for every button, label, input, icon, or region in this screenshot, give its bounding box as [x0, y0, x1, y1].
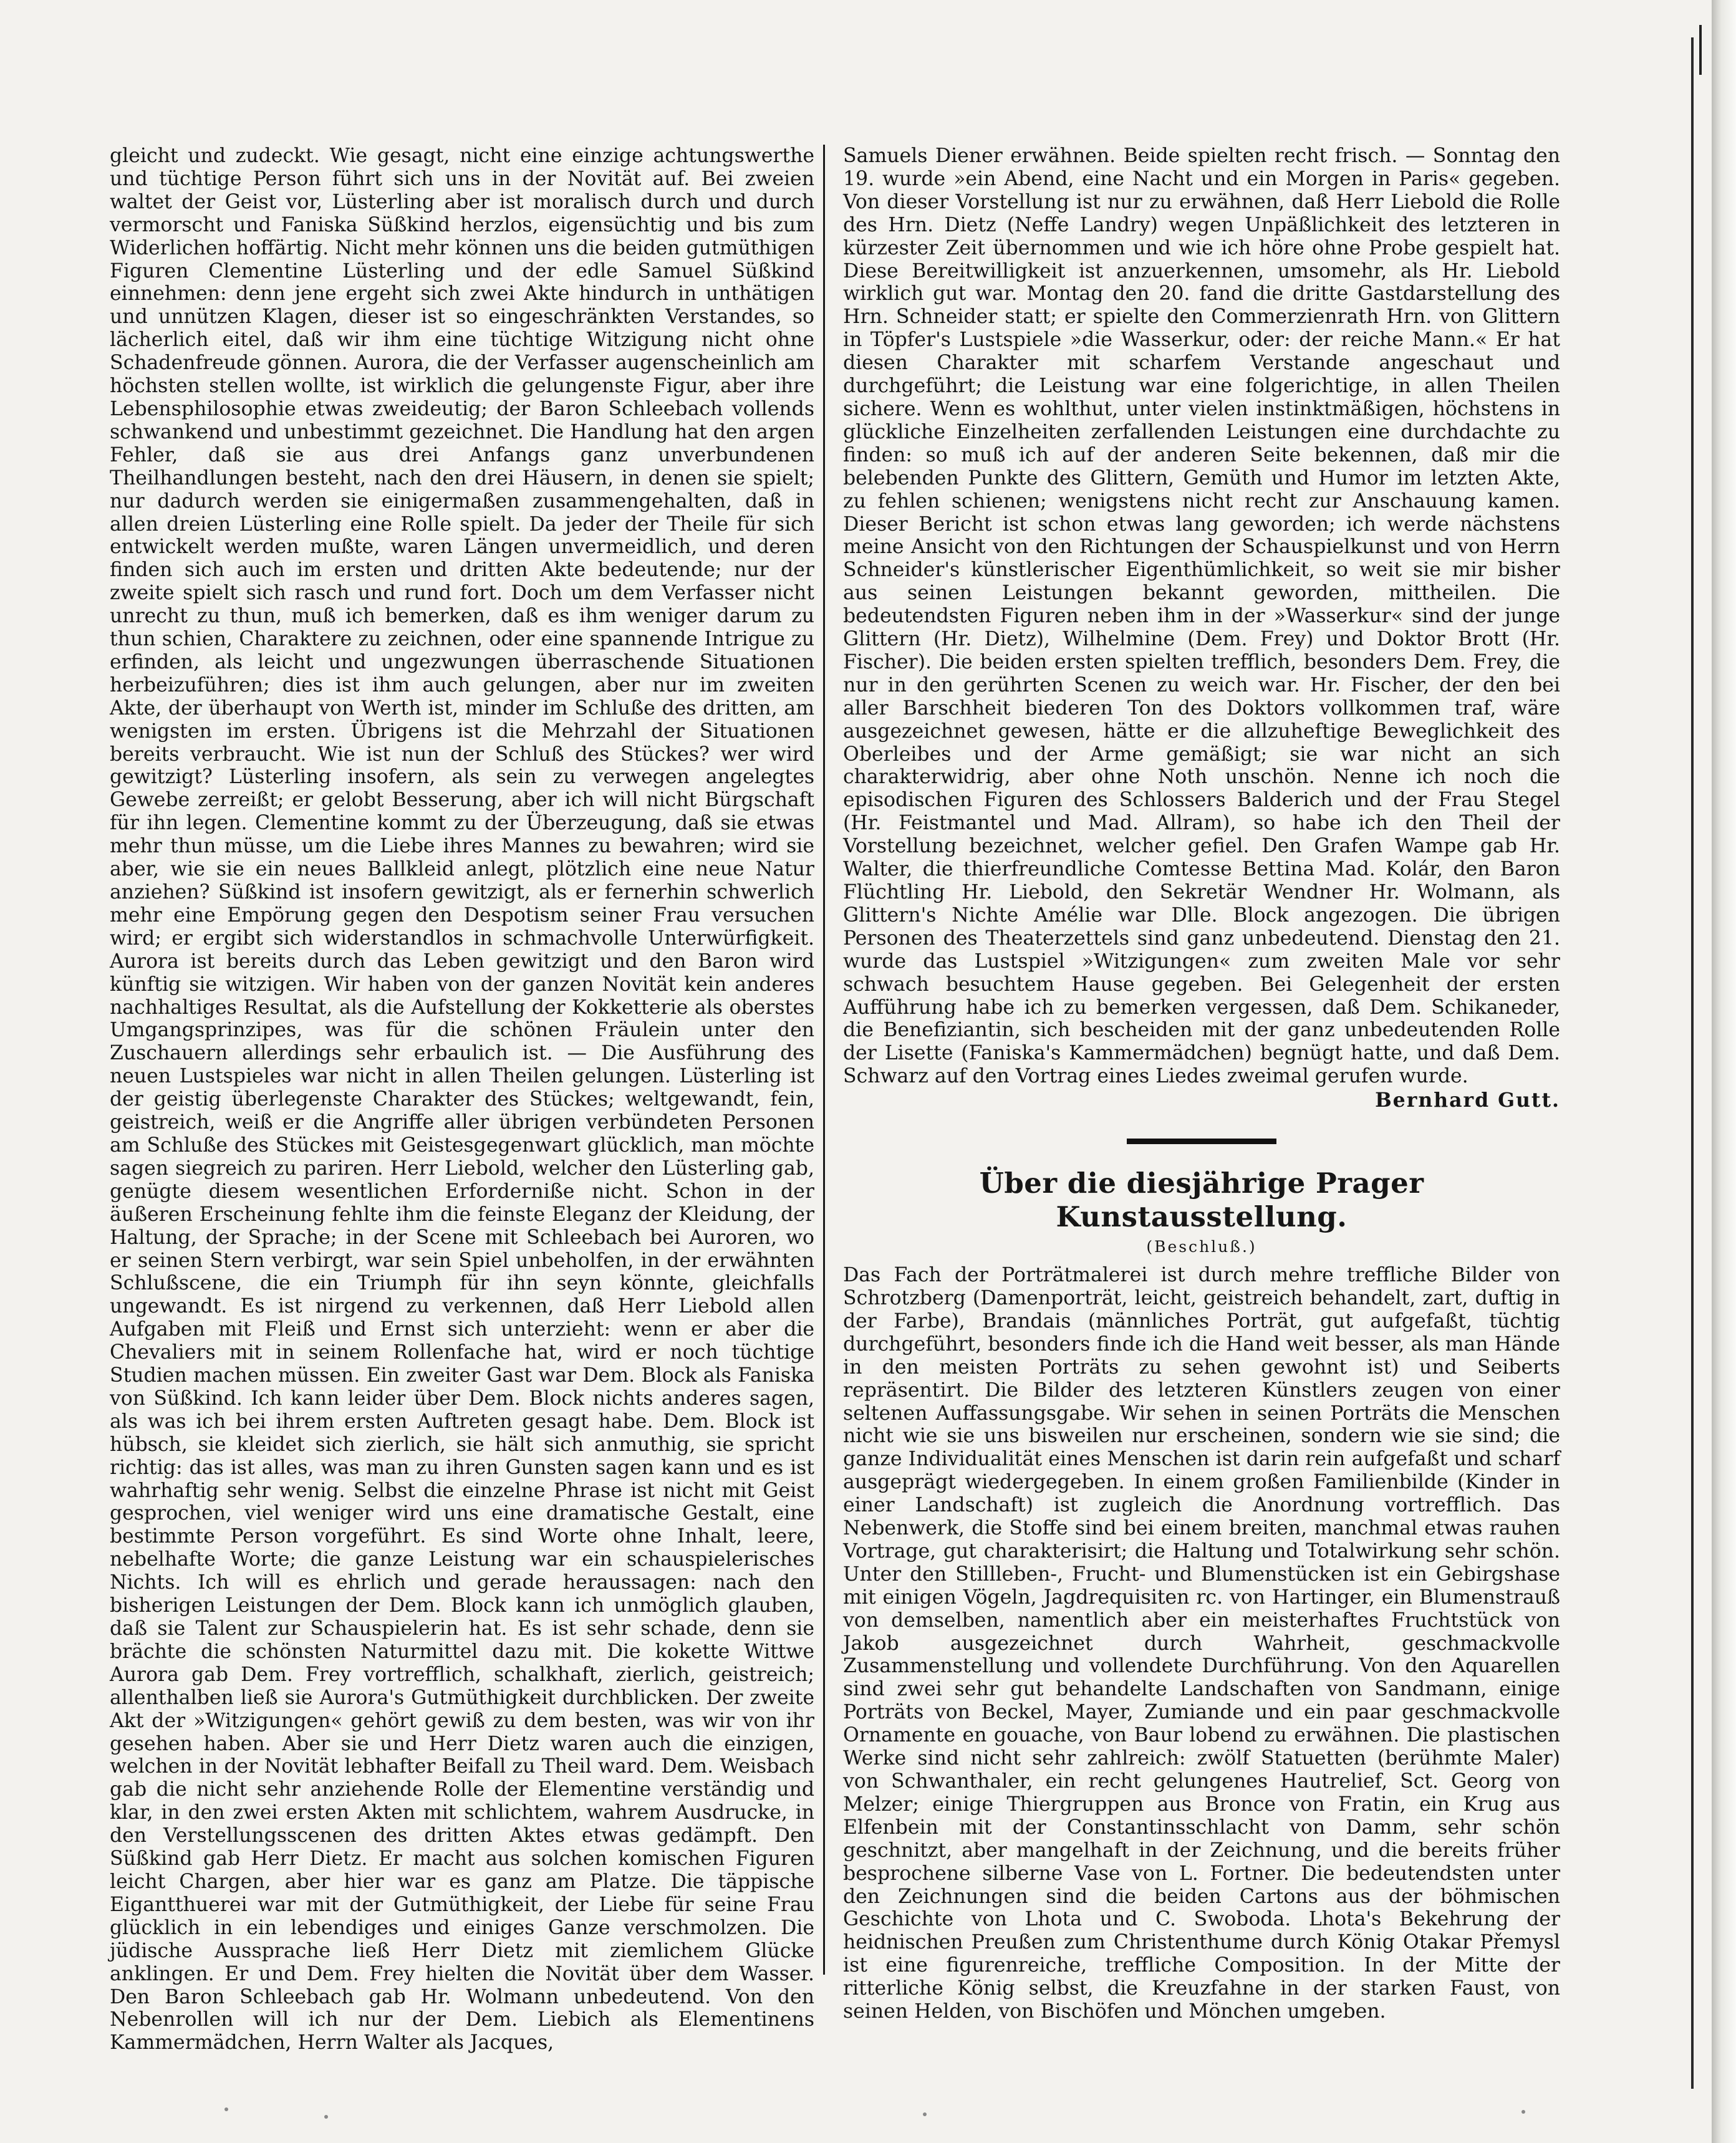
scan-margin [1712, 0, 1736, 2143]
page-edge-line [1691, 37, 1694, 2089]
print-speck [923, 2112, 927, 2116]
print-speck [324, 2115, 328, 2119]
print-speck [224, 2107, 228, 2111]
page-corner-mark [1699, 25, 1710, 75]
art-exhibition-text: Das Fach der Porträtmalerei ist durch mehre treffliche Bilder von Schrotzberg (Damenporträt, leicht, geistreich behandelt, zart, duftig in der Farbe), Brandais (männliches Porträt, gut aufgefaßt, tüchtig durchgeführt, besonders finde ich die Hand weit besser, als man Hände in den meisten Porträts zu sehen gewohnt ist) und Seiberts repräsentirt. Die Bilder des letzteren Künstlers zeugen von einer seltenen Auffassungsgabe. Wir sehen in seinen Porträts die Menschen nicht wie sie uns bisweilen nur erscheinen, sondern wie sie sind; die ganze Individualität eines Menschen ist darin rein aufgefaßt und scharf ausgeprägt wiedergegeben. In einem großen Familienbilde (Kinder in einer Landschaft) ist zugleich die Anordnung vortrefflich. Das Nebenwerk, die Stoffe sind bei einem breiten, manchmal etwas rauhen Vortrage, gut charakterisirt; die Haltung und Totalwirkung sehr schön. Unter den Stillleben-, Frucht- und Blumenstücken ist ein Gebirgshase mit einigen Vögeln, Jagdrequisiten rc. von Hartinger, ein Blumenstrauß von demselben, namentlich aber ein meisterhaftes Fruchtstück von Jakob ausgezeichnet durch Wahrheit, geschmackvolle Zusammenstellung und vollendete Durchführung. Von den Aquarellen sind zwei sehr gut behandelte Landschaften von Sandmann, einige Porträts von Beckel, Mayer, Zumiande und ein paar geschmackvolle Ornamente en gouache, von Baur lobend zu erwähnen. Die plastischen Werke sind nicht sehr zahlreich: zwölf Statuetten (berühmte Maler) von Schwanthaler, ein recht gelungenes Hautrelief, Sct. Georg von Melzer; einige Thiergruppen aus Bronce von Fratin, ein Krug aus Elfenbein mit der Constantinsschlacht von Damm, sehr schön geschnitzt, aber mangelhaft in der Zeichnung, und die bereits früher besprochene silberne Vase von L. Fortner. Die bedeutendsten unter den Zeichnungen sind die beiden Cartons aus der böhmischen Geschichte von Lhota und C. Swoboda. Lhota's Bekehrung der heidnischen Preußen zum Christenthume durch König Otakar Přemysl ist eine figurenreiche, treffliche Composition. In der Mitte der ritterliche König selbst, die Kreuzfahne in der starken Faust, von seinen Helden, von Bischöfen und Mönchen umgeben. [843, 1264, 1560, 2023]
article-title: Über die diesjährige Prager Kunstausstellung. [979, 1167, 1424, 1234]
print-speck [1521, 2110, 1525, 2114]
right-column [843, 145, 1560, 2023]
theater-review-continuation: Samuels Diener erwähnen. Beide spielten recht frisch. — Sonntag den 19. wurde »ein Abend, eine Nacht und ein Morgen in Paris« gegeben. Von dieser Vorstellung ist nur zu erwähnen, daß Herr Liebold die Rolle des Hrn. Dietz (Neffe Landry) wegen Unpäßlichkeit des letzteren in kürzester Zeit übernommen und wie ich höre ohne Probe gespielt hat. Diese Bereitwilligkeit ist anzuerkennen, umsomehr, als Hr. Liebold wirklich gut war. Montag den 20. fand die dritte Gastdarstellung des Hrn. Schneider statt; er spielte den Commerzienrath Hrn. von Glittern in Töpfer's Lustspiele »die Wasserkur, oder: der reiche Mann.« Er hat diesen Charakter mit scharfem Verstande angeschaut und durchgeführt; die Leistung war eine folgerichtige, in allen Theilen sichere. Wenn es wohlthut, unter vielen instinktmäßigen, höchstens in glückliche Einzelheiten zerfallenden Leistungen eine durchdachte zu finden: so muß ich auf der anderen Seite bekennen, daß mir die belebenden Punkte des Glittern, Gemüth und Humor im letzten Akte, zu fehlen schienen; wenigstens nicht recht zur Anschauung kamen. Dieser Bericht ist schon etwas lang geworden; ich werde nächstens meine Ansicht von den Richtungen der Schauspielkunst und von Herrn Schneider's künstlerischer Eigenthümlichkeit, so weit sie mir bisher aus seinen Leistungen bekannt geworden, mittheilen. Die bedeutendsten Figuren neben ihm in der »Wasserkur« sind der junge Glittern (Hr. Dietz), Wilhelmine (Dem. Frey) und Doktor Brott (Hr. Fischer). Die beiden ersten spielten trefflich, besonders Dem. Frey, die nur in den gerührten Scenen zu weich war. Hr. Fischer, der den bei aller Barschheit biederen Ton des Doktors vollkommen traf, wäre ausgezeichnet gewesen, hätte er die allzuheftige Beweglichkeit des Oberleibes und der Arme gemäßigt; sie war nicht an sich charakterwidrig, aber ohne Noth unschön. Nenne ich noch die episodischen Figuren des Schlossers Balderich und der Frau Stegel (Hr. Feistmantel und Mad. Allram), so habe ich den Theil der Vorstellung bezeichnet, welcher gefiel. Den Grafen Wampe gab Hr. Walter, die thierfreundliche Comtesse Bettina Mad. Kolár, den Baron Flüchtling Hr. Liebold, den Sekretär Wendner Hr. Wolmann, als Glittern's Nichte Amélie war Dlle. Block angezogen. Die übrigen Personen des Theaterzettels sind ganz unbedeutend. Dienstag den 21. wurde das Lustspiel »Witzigungen« zum zweiten Male vor sehr schwach besuchtem Hause gegeben. Bei Gelegenheit der ersten Aufführung habe ich zu bemerken vergessen, daß Dem. Schikaneder, die Benefiziantin, sich bescheiden mit der ganz unbedeutenden Rolle der Lisette (Faniska's Kammermädchen) begnügt hatte, und daß Dem. Schwarz auf den Vortrag eines Liedes zweimal gerufen wurde. [843, 145, 1560, 1088]
section-separator [1127, 1139, 1276, 1144]
left-column [110, 145, 814, 2054]
column-divider [823, 145, 825, 1975]
left-column-text: gleicht und zudeckt. Wie gesagt, nicht eine einzige achtungswerthe und tüchtige Person führt sich uns in der Novität auf. Bei zweien waltet der Geist vor, Lüsterling aber ist moralisch durch und durch vermorscht und Faniska Süßkind herzlos, eigensüchtig und bis zum Widerlichen hoffärtig. Nicht mehr können uns die beiden gutmüthigen Figuren Clementine Lüsterling und der edle Samuel Süßkind einnehmen: denn jene ergeht sich zwei Akte hindurch in unthätigen und unnützen Klagen, dieser ist so eingeschränkten Verstandes, so lächerlich eitel, daß wir ihm eine tüchtige Witzigung nicht ohne Schadenfreude gönnen. Aurora, die der Verfasser augenscheinlich am höchsten stellen wollte, ist wirklich die gelungenste Figur, aber ihre Lebensphilosophie etwas zweideutig; der Baron Schleebach vollends schwankend und unbestimmt gezeichnet. Die Handlung hat den argen Fehler, daß sie aus drei Anfangs ganz unverbundenen Theilhandlungen besteht, nach den drei Häusern, in denen sie spielt; nur dadurch werden sie einigermaßen zusammengehalten, daß in allen dreien Lüsterling eine Rolle spielt. Da jeder der Theile für sich entwickelt werden mußte, waren Längen unvermeidlich, und deren finden sich auch im ersten und dritten Akte bedeutende; nur der zweite spielt sich rasch und rund fort. Doch um dem Verfasser nicht unrecht zu thun, muß ich bemerken, daß es ihm weniger darum zu thun schien, Charaktere zu zeichnen, oder eine spannende Intrigue zu erfinden, als leicht und ungezwungen überraschende Situationen herbeizuführen; dies ist ihm auch gelungen, aber nur im zweiten Akte, der überhaupt von Werth ist, minder im Schluße des dritten, am wenigsten im ersten. Übrigens ist die Mehrzahl der Situationen bereits verbraucht. Wie ist nun der Schluß des Stückes? wer wird gewitzigt? Lüsterling insofern, als sein zu verwegen angelegtes Gewebe zerreißt; er gelobt Besserung, aber ich will nicht Bürgschaft für ihn legen. Clementine kommt zu der Überzeugung, daß sie etwas mehr thun müsse, um die Liebe ihres Mannes zu bewahren; wird sie aber, wie sie ein neues Ballkleid anlegt, plötzlich eine neue Natur anziehen? Süßkind ist insofern gewitzigt, als er fernerhin schwerlich mehr eine Empörung gegen den Despotism seiner Frau versuchen wird; er ergibt sich widerstandlos in schmachvolle Unterwürfigkeit. Aurora ist bereits durch das Leben gewitzigt und den Baron wird künftig sie witzigen. Wir haben von der ganzen Novität kein anderes nachhaltiges Resultat, als die Aufstellung der Kokketterie als oberstes Umgangsprinzipes, was für die schönen Fräulein unter den Zuschauern allerdings sehr erbaulich ist. — Die Ausführung des neuen Lustspieles war nicht in allen Theilen gelungen. Lüsterling ist der geistig überlegenste Charakter des Stückes; weltgewandt, fein, geistreich, weiß er die Angriffe aller übrigen verbündeten Personen am Schluße des Stückes mit Geistesgegenwart glücklich, man möchte sagen siegreich zu pariren. Herr Liebold, welcher den Lüsterling gab, genügte diesem wesentlichen Erforderniße nicht. Schon in der äußeren Erscheinung fehlte ihm die feinste Eleganz der Kleidung, der Haltung, der Sprache; in der Scene mit Schleebach bei Auroren, wo er seinen Stern verbirgt, war sein Spiel unbeholfen, in der erwähnten Schlußscene, die ein Triumph für ihn seyn könnte, gleichfalls ungewandt. Es ist nirgend zu verkennen, daß Herr Liebold allen Aufgaben mit Fleiß und Ernst sich unterzieht: wenn er aber die Chevaliers mit in seinem Rollenfache hat, wird er noch tüchtige Studien machen müssen. Ein zweiter Gast war Dem. Block als Faniska von Süßkind. Ich kann leider über Dem. Block nichts anderes sagen, als was ich bei ihrem ersten Auftreten gesagt habe. Dem. Block ist hübsch, sie kleidet sich zierlich, sie hält sich anmuthig, sie spricht richtig: das ist alles, was man zu ihren Gunsten sagen kann und es ist wahrhaftig sehr wenig. Selbst die einzelne Phrase ist nicht mit Geist gesprochen, viel weniger wird uns eine dramatische Gestalt, eine bestimmte Person vorgeführt. Es sind Worte ohne Inhalt, leere, nebelhafte Worte; die ganze Leistung war ein schauspielerisches Nichts. Ich will es ehrlich und gerade heraussagen: nach den bisherigen Leistungen der Dem. Block kann ich unmöglich glauben, daß sie Talent zur Schauspielerin hat. Es ist sehr schade, denn sie brächte die schönsten Naturmittel dazu mit. Die kokette Wittwe Aurora gab Dem. Frey vortrefflich, schalkhaft, zierlich, geistreich; allenthalben ließ sie Aurora's Gutmüthigkeit durchblicken. Der zweite Akt der »Witzigungen« gehört gewiß zu dem besten, was wir von ihr gesehen haben. Aber sie und Herr Dietz waren auch die einzigen, welchen in der Novität lebhafter Beifall zu Theil ward. Dem. Weisbach gab die nicht sehr anziehende Rolle der Elementine verständig und klar, in den zwei ersten Akten mit schlichtem, wahrem Ausdrucke, in den Verstellungsscenen des dritten Aktes etwas gedämpft. Den Süßkind gab Herr Dietz. Er macht aus solchen komischen Figuren leicht Chargen, aber hier war es ganz am Platze. Die täppische Eigantthuerei war mit der Gutmüthigkeit, der Liebe für seine Frau glücklich in ein lebendiges und einiges Ganze verschmolzen. Die jüdische Aussprache ließ Herr Dietz mit ziemlichem Glücke anklingen. Er und Dem. Frey hielten die Novität über dem Wasser. Den Baron Schleebach gab Hr. Wolmann unbedeutend. Von den Nebenrollen will ich nur der Dem. Liebich als Elementinens Kammermädchen, Herrn Walter als Jacques, [110, 145, 814, 2054]
author-signature: Bernhard Gutt. [1375, 1089, 1560, 1112]
article-subtitle: (Beschluß.) [1146, 1238, 1257, 1256]
